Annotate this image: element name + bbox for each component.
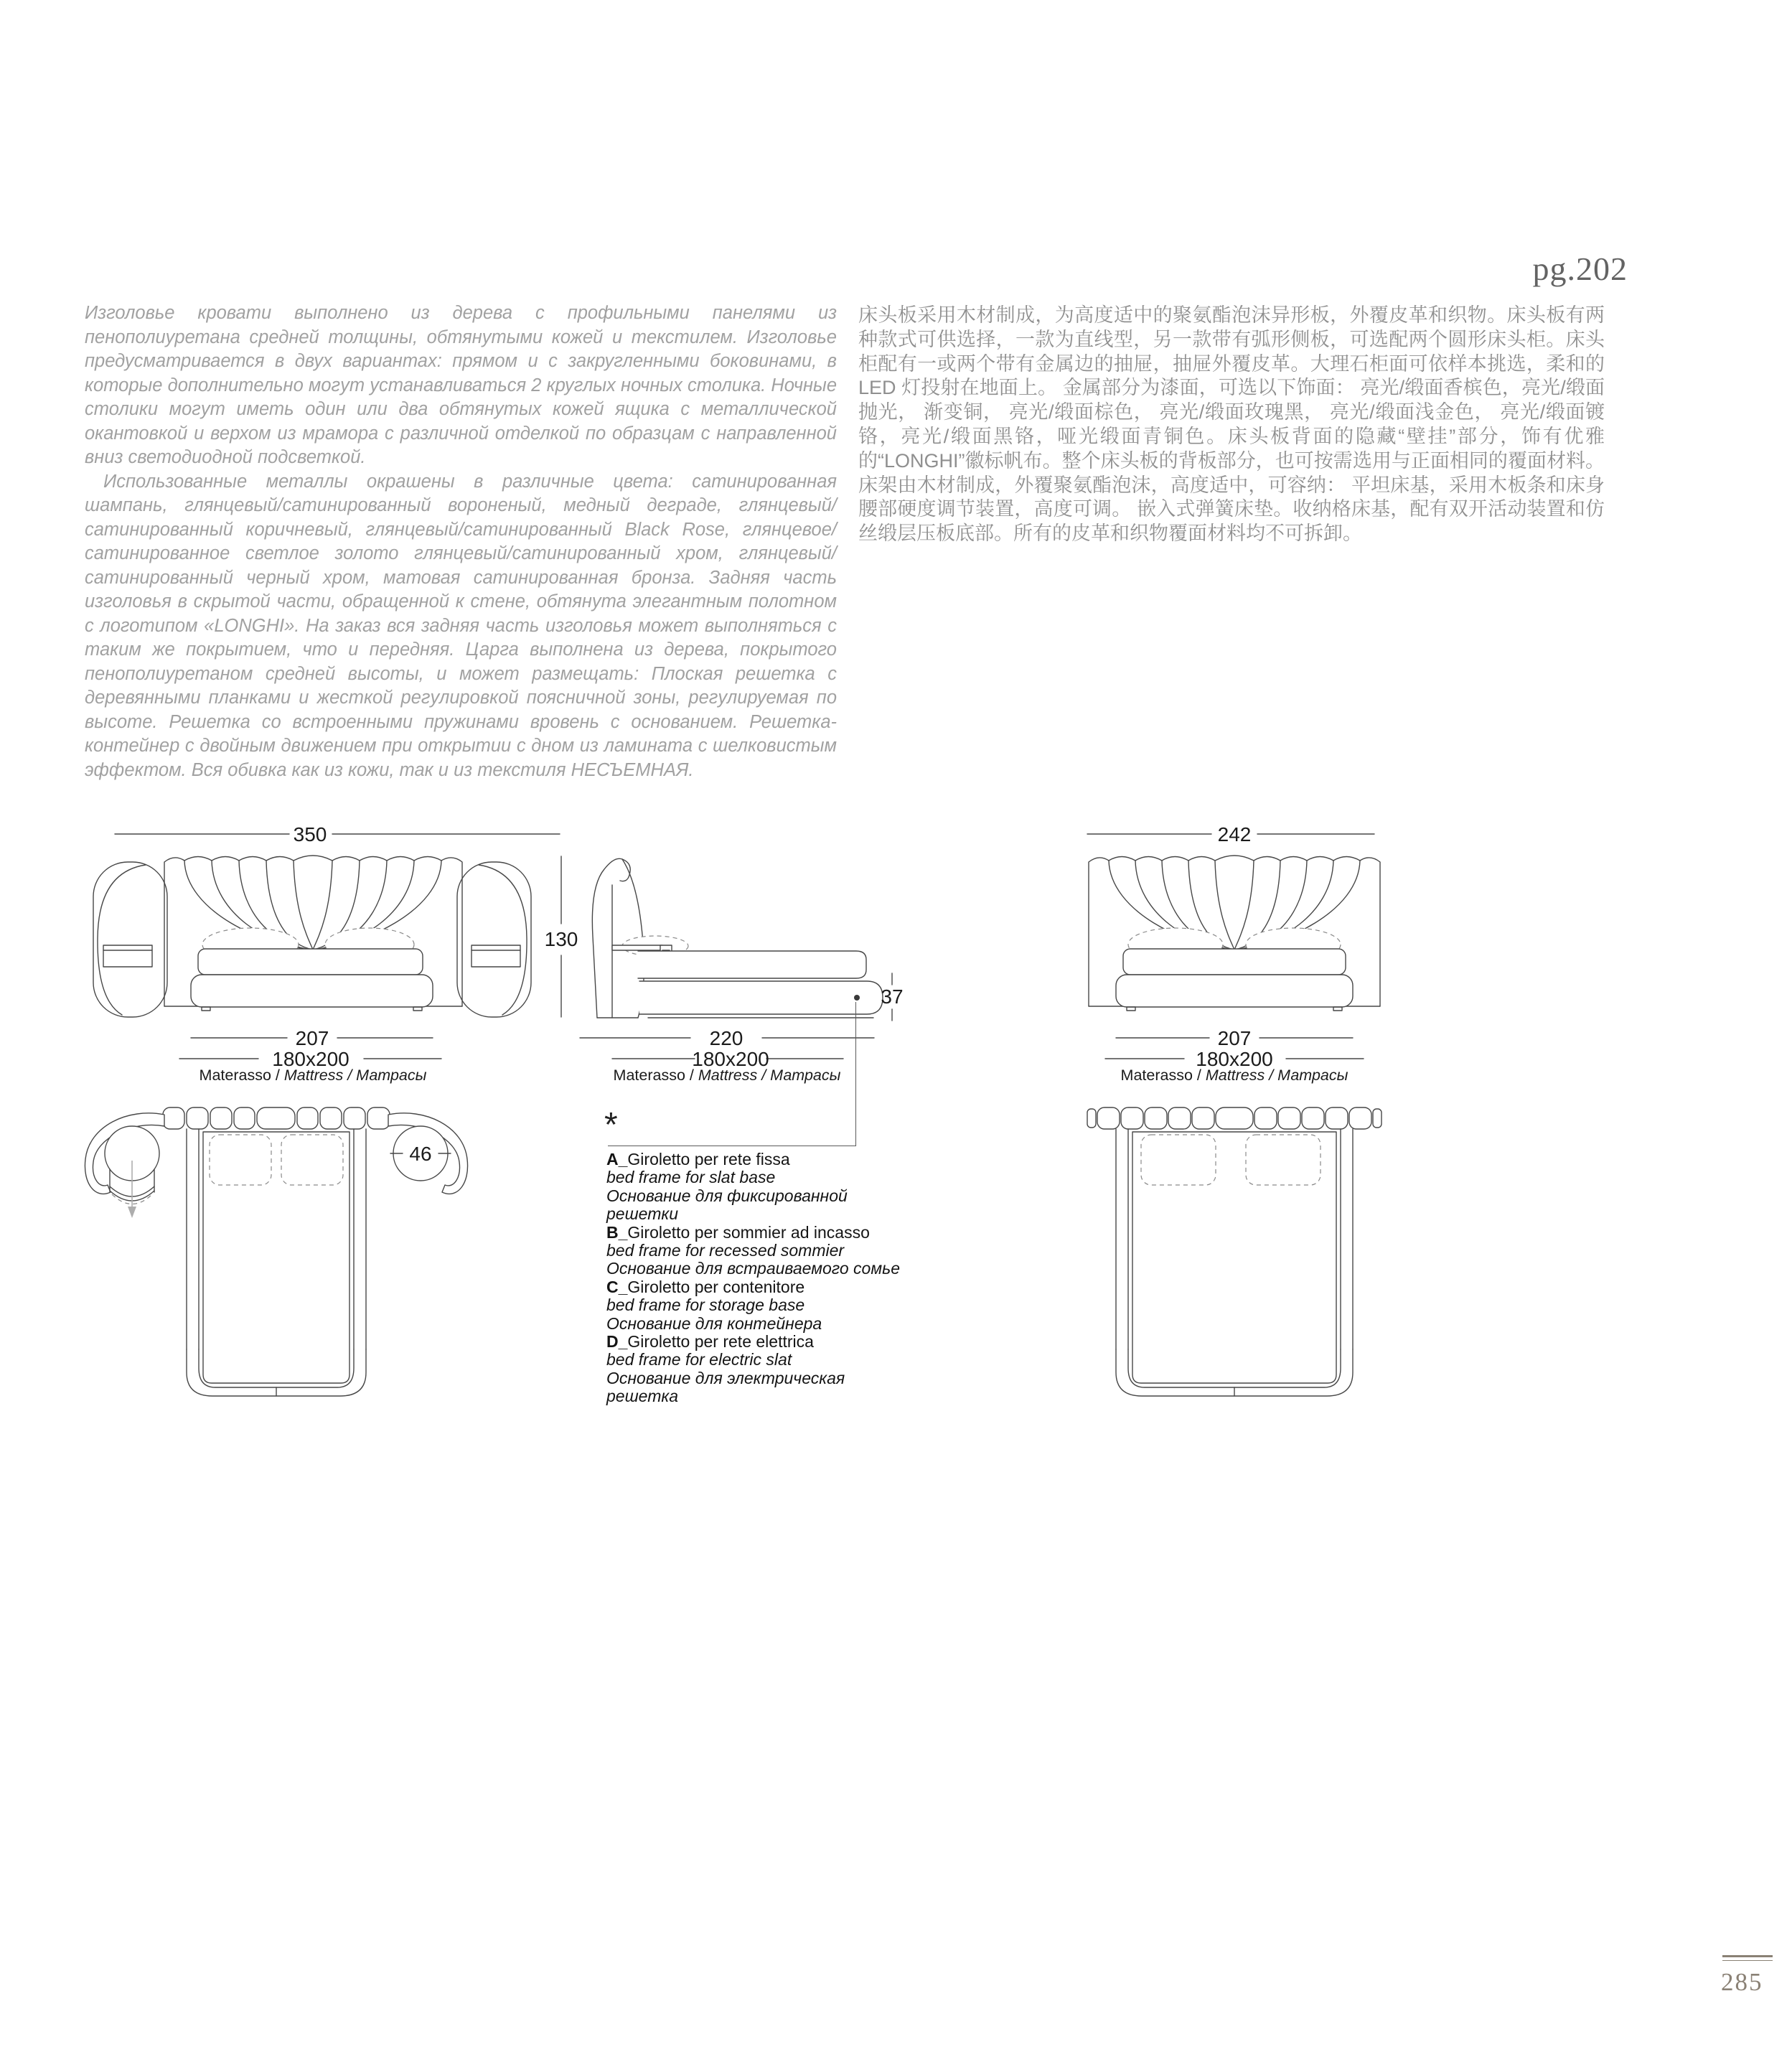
chinese-paragraph: 床头板采用木材制成，为高度适中的聚氨酯泡沫异形板，外覆皮革和织物。床头板有两种款式可供选择，一款为直线型，另一款带有弧形侧板，可选配两个圆形床头柜。床头柜配有一或两个带有金属边的抽屉，抽屉外覆皮革。大理石柜面可依样本挑选，柔和的 LED 灯投射在地面上。 金属部分为漆面，可选以下饰面： 亮光/缎面香槟色，亮光/缎面抛光， 渐变铜， 亮光/缎面棕色， 亮光/缎面玫瑰黑， 亮光/缎面浅金色， 亮光/缎面镀铬，亮光/缎面黑铬，哑光缎面青铜色。床头板背面的隐藏“壁挂”部分，饰有优雅的“LONGHI”徽标帆布。整个床头板的背板部分，也可按需选用与正面相同的覆面材料。床架由木材制成，外覆聚氨酯泡沫，高度适中，可容纳： 平坦床基，采用木板条和床身腰部硬度调节装置，高度可调。 嵌入式弹簧床垫。收纳格床基，配有双开活动装置和仿丝缎层压板底部。所有的皮革和织物覆面材料均不可拆卸。 <box>858 304 1605 545</box>
plan-view-curved-drawing <box>72 1095 545 1410</box>
dim-180x200: 180x200 <box>272 1048 350 1070</box>
russian-paragraph-1: Изголовье кровати выполнено из дерева с профильными панелями из пенополиуретана средней толщины, обтянутыми кожей и текстилем. Изголовье предусматривается в двух вариантах: прямом и с закругленными боковинами, в которые дополнительно могут устанавливаться 2 круглых ночных столика. Ночные столики могут иметь один или два обтянутых кожей ящика с металлической окантовкой и верхом из мрамора с различной отделкой по образцам с направленной вниз светодиодной подсветкой. <box>85 303 837 467</box>
frame-legend <box>606 1151 915 1406</box>
frame-dimension-207 <box>191 1027 433 1049</box>
page-folio: 285 <box>1721 1968 1763 1996</box>
legend-item-a-ru: Основание для фиксированной решетки <box>606 1186 848 1224</box>
legend-item-d-ru: Основание для электрическая решетка <box>606 1368 845 1406</box>
dim-46: 46 <box>409 1143 432 1165</box>
legend-item-b-it: B_Giroletto per sommier ad incasso <box>606 1222 870 1242</box>
legend-item-d-it: D_Giroletto per rete elettrica <box>606 1332 814 1352</box>
mattress-label-2: Materasso / Mattress / Матрасы <box>613 1067 841 1084</box>
legend-item-c-ru: Основание для контейнера <box>606 1313 822 1333</box>
legend-item-d-en: bed frame for electric slat <box>606 1350 792 1369</box>
legend-asterisk: * <box>604 1106 618 1144</box>
mattress-label-1: Materasso / Mattress / Матрасы <box>199 1067 427 1084</box>
dim-220: 220 <box>709 1027 743 1049</box>
legend-item-c-it: C_Giroletto per contenitore <box>606 1277 805 1296</box>
base-height-dimension-37 <box>881 973 903 1021</box>
description-russian <box>85 301 837 782</box>
description-chinese <box>858 304 1605 546</box>
legend-item-a-it: A_Giroletto per rete fissa <box>606 1150 790 1168</box>
width-dimension-242 <box>1087 823 1374 846</box>
dim-180x200-straight: 180x200 <box>1196 1048 1273 1070</box>
plan-view-straight-drawing <box>1062 1095 1399 1410</box>
dim-207: 207 <box>295 1027 329 1049</box>
legend-item-b-ru: Основание для встраиваемого сомье <box>606 1259 900 1278</box>
mattress-label-3: Materasso / Mattress / Матрасы <box>1120 1067 1348 1084</box>
pillows-plan-straight <box>1141 1135 1320 1185</box>
frame-dimension-207-straight <box>1116 1027 1353 1049</box>
headboard-channels-plan-straight <box>1087 1107 1381 1129</box>
depth-dimension-220 <box>580 1027 874 1049</box>
legend-item-b-en: bed frame for recessed sommier <box>606 1241 845 1260</box>
folio-rule-thin <box>1722 1960 1773 1961</box>
page-reference: pg.202 <box>1532 250 1628 287</box>
dim-242: 242 <box>1217 823 1252 846</box>
folio-rule <box>1722 1955 1773 1957</box>
russian-paragraph-2: Использованные металлы окрашены в различные цвета: сатинированная шампань, глянцевый/сатинированный вороненый, медный деграде, глянцевый/сатинированный коричневый, глянцевый/сатинированный Black Rose, глянцевое/сатинированное светлое золото глянцевый/сатинированный хром, глянцевый/сатинированный черный хром, матовая сатинированная бронза. Задняя часть изголовья в скрытой части, обращенной к стене, обтянута элегантным полотном с логотипом «LONGHI». На заказ вся задняя часть изголовья может выполняться с таким же покрытием, что и передняя. Царга выполнена из дерева, покрытого пенополиуретаном средней высоты, и может размещать: Плоская решетка с деревянными планками и жесткой регулировкой поясничной зоны, регулируемая по высоте. Решетка со встроенными пружинами вровень с основанием. Решетка-контейнер с двойным движением при открытии с дном из ламината с шелковистым эффектом. Вся обивка как из кожи, так и из текстиля НЕСЪЕМНАЯ. <box>85 471 837 780</box>
legend-item-c-en: bed frame for storage base <box>606 1296 805 1315</box>
mattress-and-base-straight <box>1116 949 1353 1011</box>
dim-37: 37 <box>881 985 904 1008</box>
dim-207-straight: 207 <box>1217 1027 1252 1049</box>
dim-180x200-side: 180x200 <box>692 1048 769 1070</box>
leader-dot <box>854 995 860 1001</box>
width-dimension-350 <box>115 823 560 846</box>
mattress-and-base-side <box>638 951 883 1018</box>
leader-line-vertical <box>855 1002 856 1146</box>
dim-130: 130 <box>544 928 578 950</box>
legend-item-a-en: bed frame for slat base <box>606 1168 776 1187</box>
mattress-and-base <box>191 949 433 1011</box>
dim-350: 350 <box>293 823 327 846</box>
headboard-channels-plan <box>163 1107 390 1129</box>
pillows-plan <box>210 1135 343 1185</box>
